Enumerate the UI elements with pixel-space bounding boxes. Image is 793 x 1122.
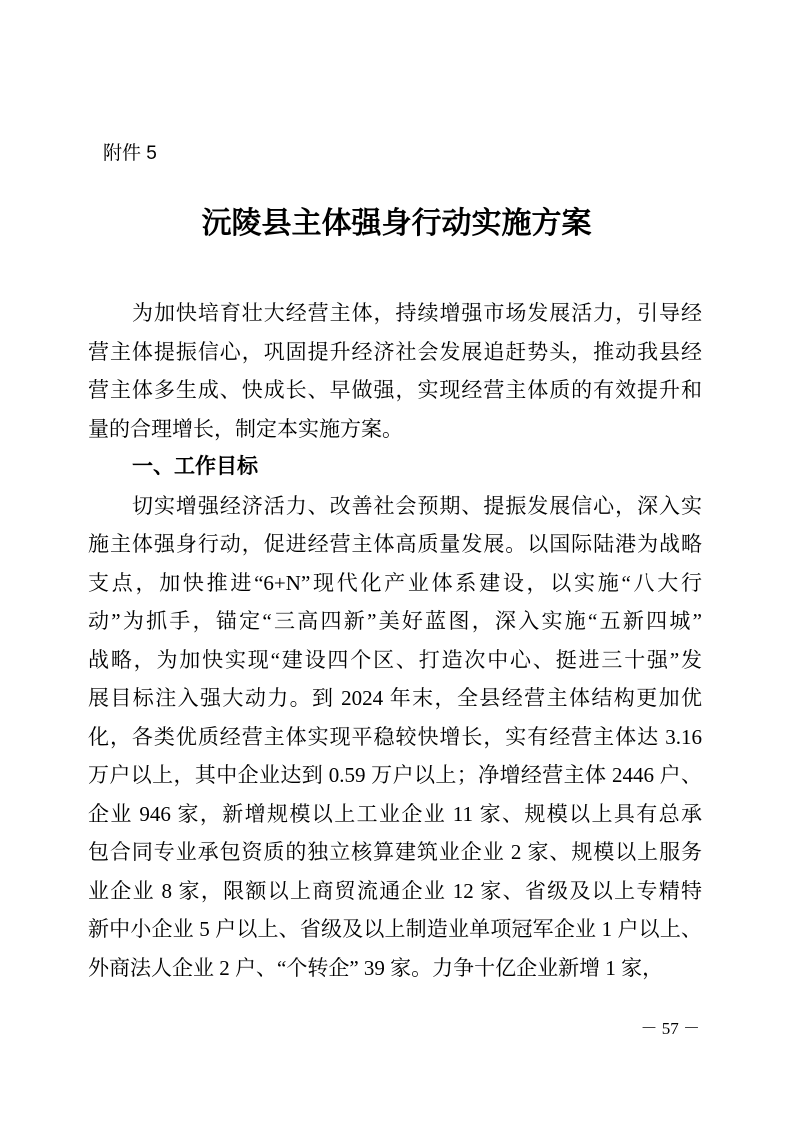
- body-line: 包合同专业承包资质的独立核算建筑业企业 2 家、规模以上服务: [88, 840, 702, 864]
- body-line: 营主体多生成、快成长、早做强，实现经营主体质的有效提升和: [88, 378, 702, 402]
- body-line: 企业 946 家，新增规模以上工业企业 11 家、规模以上具有总承: [88, 801, 702, 826]
- body-line: 战略，为加快实现“建设四个区、打造次中心、挺进三十强”发: [88, 647, 702, 672]
- body-line: 营主体提振信心，巩固提升经济社会发展追赶势头，推动我县经: [88, 339, 702, 364]
- body-line: 展目标注入强大动力。到 2024 年末，全县经营主体结构更加优: [88, 686, 702, 710]
- body-line: 新中小企业 5 户以上、省级及以上制造业单项冠军企业 1 户以上、: [88, 917, 702, 941]
- body-line: 万户以上，其中企业达到 0.59 万户以上；净增经营主体 2446 户、: [88, 763, 702, 787]
- document-body: [88, 294, 702, 987]
- annex-label: 附件 5: [103, 143, 157, 164]
- document-title: 沅陵县主体强身行动实施方案: [201, 207, 592, 240]
- page-number: － 57 －: [640, 1019, 700, 1038]
- body-line: 外商法人企业 2 户、“个转企” 39 家。力争十亿企业新增 1 家，: [88, 955, 664, 980]
- body-line: 化，各类优质经营主体实现平稳较快增长，实有经营主体达 3.16: [88, 724, 702, 749]
- body-line: 业企业 8 家，限额以上商贸流通企业 12 家、省级及以上专精特: [88, 878, 702, 903]
- body-line: 施主体强身行动，促进经营主体高质量发展。以国际陆港为战略: [88, 532, 702, 556]
- body-line: 支点，加快推进“6+N”现代化产业体系建设，以实施“八大行: [88, 570, 702, 595]
- body-line: 为加快培育壮大经营主体，持续增强市场发展活力，引导经: [132, 301, 702, 325]
- body-line: 动”为抓手，锚定“三高四新”美好蓝图，深入实施“五新四城”: [88, 609, 702, 633]
- section-heading: 一、工作目标: [132, 455, 258, 478]
- body-line: 切实增强经济活力、改善社会预期、提振发展信心，深入实: [132, 493, 702, 518]
- body-line: 量的合理增长，制定本实施方案。: [88, 416, 403, 441]
